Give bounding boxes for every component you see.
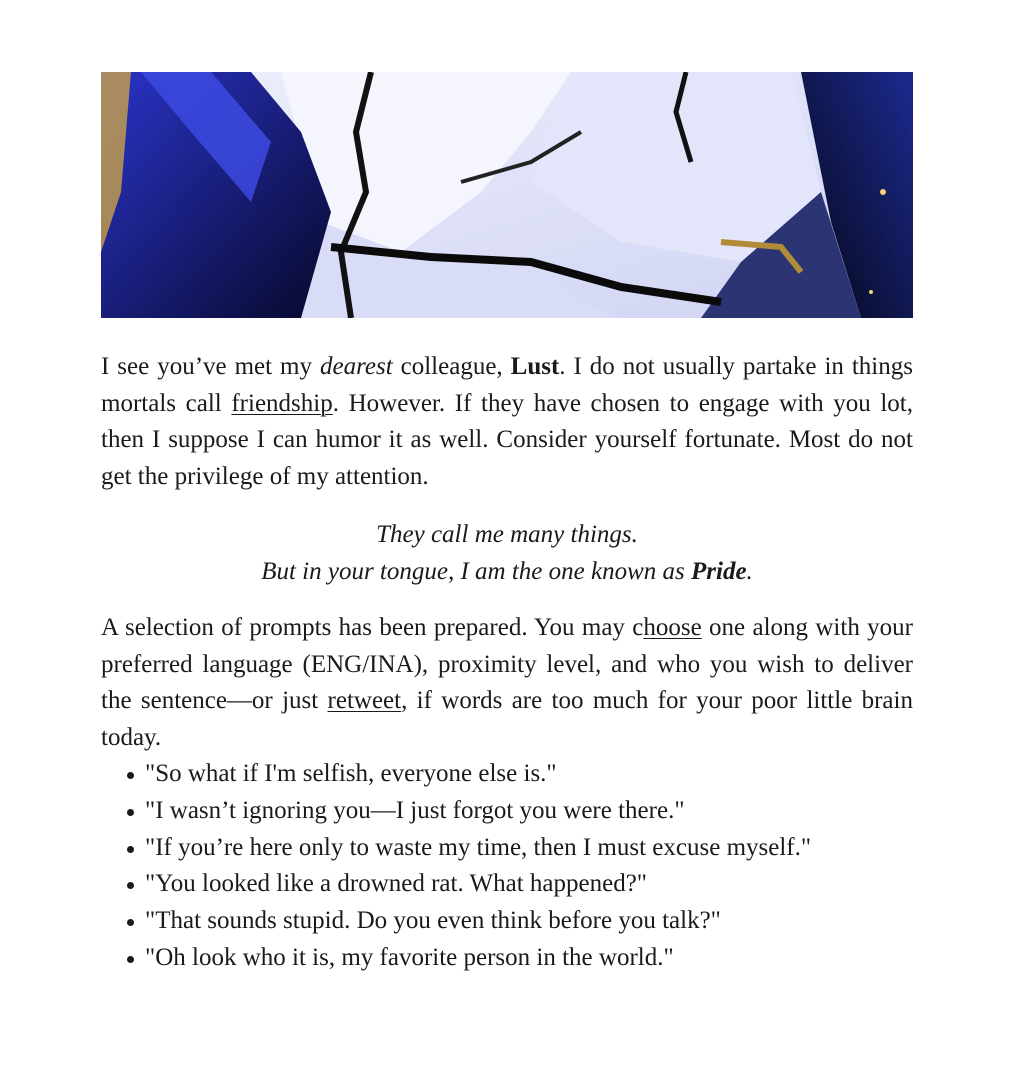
quote-text: . bbox=[746, 558, 753, 585]
prompt-item: "I wasn’t ignoring you—I just forgot you were there." bbox=[127, 793, 913, 830]
intro-text: colleague, bbox=[392, 353, 511, 380]
prompt-item: "That sounds stupid. Do you even think before you talk?" bbox=[127, 903, 913, 940]
intro-text: . I do not usually partake in things mortals call bbox=[101, 353, 913, 417]
instructions-paragraph bbox=[101, 610, 913, 756]
prompt-item: "So what if I'm selfish, everyone else is." bbox=[127, 756, 913, 793]
banner-artwork-image bbox=[101, 72, 913, 318]
instructions-text: A selection of prompts has been prepared. You may c bbox=[101, 614, 644, 641]
quote-text: But in your tongue, I am the one known as bbox=[261, 558, 691, 585]
intro-italic: dearest bbox=[319, 353, 393, 380]
quote-line-2 bbox=[101, 553, 913, 590]
retweet-link[interactable]: retweet bbox=[327, 687, 402, 714]
lust-name: Lust bbox=[510, 353, 560, 380]
prompt-item: "You looked like a drowned rat. What happened?" bbox=[127, 866, 913, 903]
pride-name: Pride bbox=[691, 558, 747, 585]
intro-text: . However. If they have chosen to engage with you lot, then I suppose I can humor it as well. Consider yourself fortunate. Most do not get the privilege of my attention. bbox=[101, 389, 914, 490]
prompt-item: "If you’re here only to waste my time, then I must excuse myself." bbox=[127, 830, 913, 867]
pride-quote bbox=[101, 516, 913, 590]
instructions-text: , if words are too much for your poor little brain today. bbox=[101, 687, 913, 751]
intro-paragraph bbox=[101, 349, 913, 495]
friendship-link[interactable]: friendship bbox=[231, 389, 333, 417]
document-page bbox=[101, 72, 913, 977]
prompt-list bbox=[101, 756, 913, 977]
prompt-item: "Oh look who it is, my favorite person in the world." bbox=[127, 940, 913, 977]
quote-line-1: They call me many things. bbox=[376, 521, 638, 548]
instructions-text: one along with your preferred language (ENG/INA), proximity level, and who you wish to deliver the sentence—or just bbox=[101, 614, 913, 714]
intro-text: I see you’ve met my bbox=[101, 353, 320, 380]
choose-link[interactable]: hoose bbox=[643, 614, 702, 641]
artwork-image-icon bbox=[101, 72, 913, 318]
